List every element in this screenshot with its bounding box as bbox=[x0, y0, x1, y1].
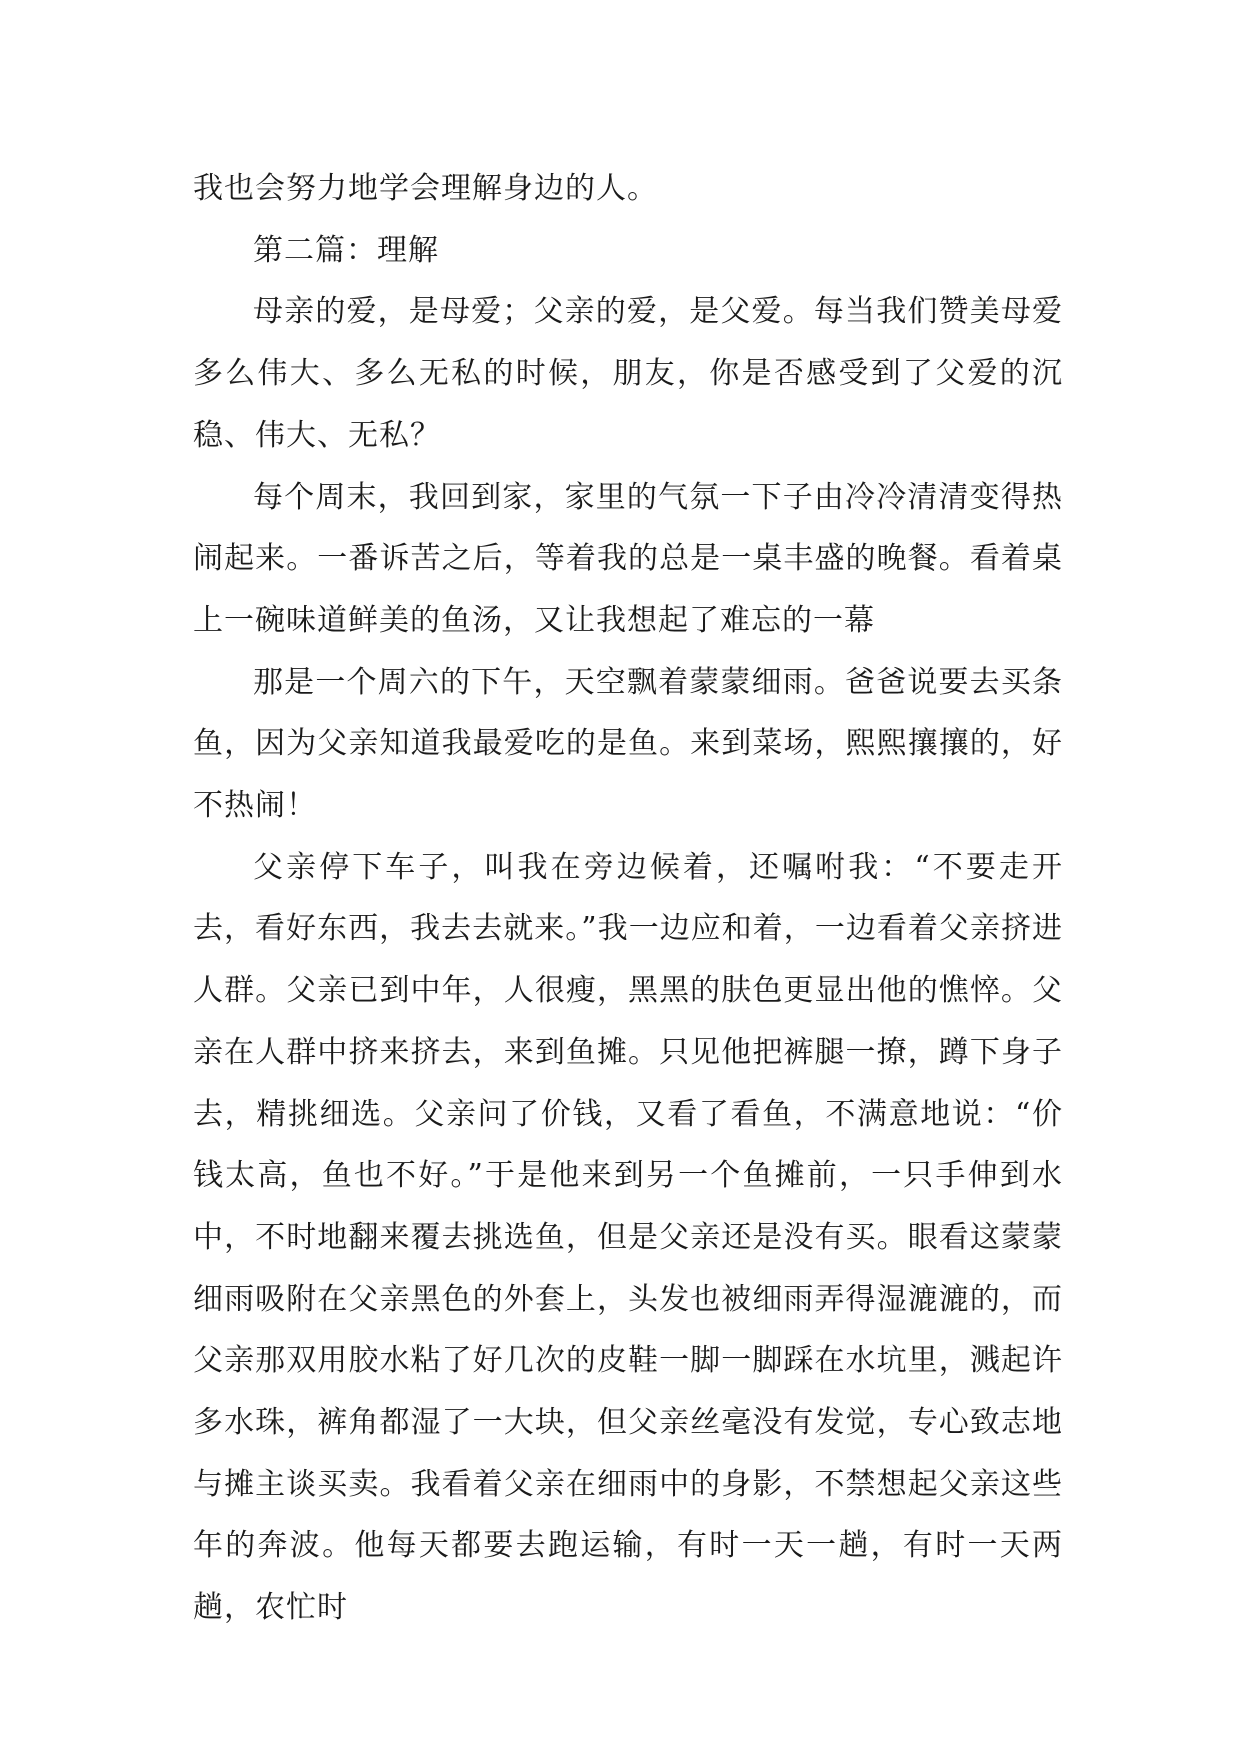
section-heading: 第二篇：理解 bbox=[253, 232, 439, 268]
paragraph: 母亲的爱，是母爱；父亲的爱，是父爱。每当我们赞美母爱多么伟大、多么无私的时候，朋友，你是否感受到了父爱的沉稳、伟大、无私？ bbox=[193, 294, 1063, 453]
body-text bbox=[193, 158, 1063, 1639]
paragraph-continuation: 我也会努力地学会理解身边的人。 bbox=[193, 171, 658, 206]
paragraph: 父亲停下车子，叫我在旁边候着，还嘱咐我：“不要走开去，看好东西，我去去就来。”我一边应和着，一边看着父亲挤进人群。父亲已到中年，人很瘦，黑黑的肤色更显出他的憔悴。父亲在人群中挤来挤去，来到鱼摊。只见他把裤腿一撩，蹲下身子去，精挑细选。父亲问了价钱，又看了看鱼，不满意地说：“价钱太高，鱼也不好。”于是他来到另一个鱼摊前，一只手伸到水中，不时地翻来覆去挑选鱼，但是父亲还是没有买。眼看这蒙蒙细雨吸附在父亲黑色的外套上，头发也被细雨弄得湿漉漉的，而父亲那双用胶水粘了好几次的皮鞋一脚一脚踩在水坑里，溅起许多水珠，裤角都湿了一大块，但父亲丝毫没有发觉，专心致志地与摊主谈买卖。我看着父亲在细雨中的身影，不禁想起父亲这些年的奔波。他每天都要去跑运输，有时一天一趟，有时一天两趟，农忙时 bbox=[193, 849, 1063, 1626]
paragraph: 每个周末，我回到家，家里的气氛一下子由冷冷清清变得热闹起来。一番诉苦之后，等着我的总是一桌丰盛的晚餐。看着桌上一碗味道鲜美的鱼汤，又让我想起了难忘的一幕 bbox=[193, 479, 1063, 638]
paragraph: 那是一个周六的下午，天空飘着蒙蒙细雨。爸爸说要去买条鱼，因为父亲知道我最爱吃的是鱼。来到菜场，熙熙攘攘的，好不热闹！ bbox=[193, 664, 1063, 824]
